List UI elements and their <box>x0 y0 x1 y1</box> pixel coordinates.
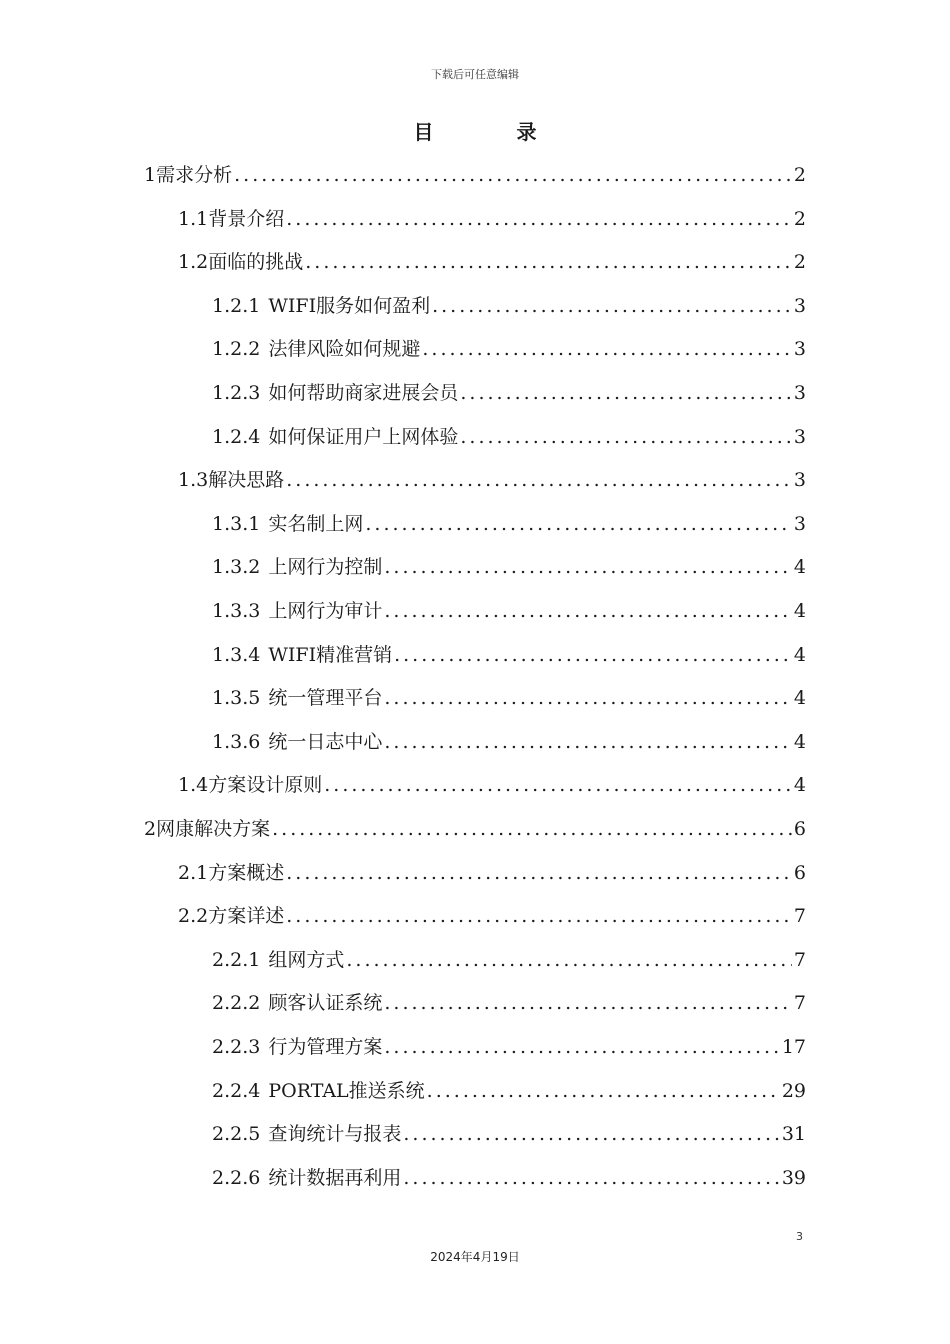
toc-entry-title: 上网行为控制 <box>268 555 383 578</box>
toc-entry-number: 2.2.2 <box>212 991 261 1014</box>
toc-entry-page: 3 <box>793 512 806 535</box>
toc-entry[interactable] <box>212 981 806 1025</box>
toc-dot-leader <box>394 646 792 665</box>
toc-entry[interactable] <box>178 458 806 502</box>
toc-dot-leader <box>432 297 792 316</box>
toc-entry[interactable] <box>178 240 806 284</box>
toc-dot-leader <box>422 340 792 359</box>
toc-dot-leader <box>427 1082 780 1101</box>
toc-entry-page: 4 <box>793 599 806 622</box>
toc-entry-title: 实名制上网 <box>268 512 364 535</box>
toc-dot-leader <box>324 776 792 795</box>
toc-entry-title: 上网行为审计 <box>268 599 383 622</box>
toc-entry-number: 1.2.3 <box>212 381 261 404</box>
toc-entry[interactable] <box>212 545 806 589</box>
toc-entry-title: 背景介绍 <box>208 207 285 230</box>
toc-entry-page: 4 <box>793 730 806 753</box>
toc-entry[interactable] <box>212 1025 806 1069</box>
toc-dot-leader <box>234 166 792 185</box>
toc-entry-number: 2.1 <box>178 861 209 884</box>
toc-entry-title: 行为管理方案 <box>268 1035 383 1058</box>
toc-entry-title: 法律风险如何规避 <box>268 337 421 360</box>
toc-entry-title: 统一管理平台 <box>268 686 383 709</box>
toc-entry-page: 2 <box>793 163 806 186</box>
toc-dot-leader <box>384 558 792 577</box>
toc-entry-number: 1.2 <box>178 250 209 273</box>
toc-entry[interactable] <box>178 851 806 895</box>
toc-entry-title: 面临的挑战 <box>208 250 304 273</box>
toc-dot-leader <box>384 1038 779 1057</box>
toc-entry-page: 39 <box>781 1166 806 1189</box>
toc-dot-leader <box>365 515 792 534</box>
toc-entry-number: 1.3.6 <box>212 730 261 753</box>
toc-entry[interactable] <box>212 1112 806 1156</box>
toc-entry-title: 网康解决方案 <box>156 817 271 840</box>
toc-entry-title: 统计数据再利用 <box>268 1166 402 1189</box>
toc-entry-title: 顾客认证系统 <box>268 991 383 1014</box>
toc-entry[interactable] <box>178 894 806 938</box>
toc-entry-number: 1.3.2 <box>212 555 261 578</box>
toc-entry-page: 4 <box>793 686 806 709</box>
toc-entry-page: 7 <box>793 991 806 1014</box>
toc-entry-number: 1.2.2 <box>212 337 261 360</box>
toc-entry-page: 3 <box>793 337 806 360</box>
toc-entry-title: 解决思路 <box>208 468 285 491</box>
toc-entry-page: 2 <box>793 207 806 230</box>
toc-entry-number: 2.2.3 <box>212 1035 261 1058</box>
toc-entry-page: 2 <box>793 250 806 273</box>
toc-entry-title: 统一日志中心 <box>268 730 383 753</box>
toc-entry-page: 3 <box>793 294 806 317</box>
toc-entry-page: 7 <box>793 904 806 927</box>
toc-entry-title: 查询统计与报表 <box>268 1122 402 1145</box>
toc-entry[interactable] <box>212 1069 806 1113</box>
toc-entry[interactable] <box>144 807 806 851</box>
toc-entry-number: 2 <box>144 817 157 840</box>
toc-dot-leader <box>460 384 792 403</box>
toc-entry-number: 2.2.5 <box>212 1122 261 1145</box>
footer-date: 2024年4月19日 <box>430 1250 520 1264</box>
toc-entry[interactable] <box>212 327 806 371</box>
toc-entry-page: 3 <box>793 381 806 404</box>
toc-dot-leader <box>346 951 792 970</box>
toc-dot-leader <box>384 602 792 621</box>
toc-entry-number: 1.1 <box>178 207 209 230</box>
toc-entry-title: 如何帮助商家进展会员 <box>268 381 459 404</box>
toc-dot-leader <box>384 689 792 708</box>
toc-entry[interactable] <box>212 371 806 415</box>
toc-entry-title: WIFI服务如何盈利 <box>268 294 431 317</box>
toc-dot-leader <box>286 864 792 883</box>
toc-entry[interactable] <box>212 676 806 720</box>
toc-title: 目 录 <box>413 120 575 144</box>
toc-entry-page: 6 <box>793 817 806 840</box>
toc-entry-title: 如何保证用户上网体验 <box>268 425 459 448</box>
toc-entry-page: 31 <box>781 1122 806 1145</box>
toc-entry[interactable] <box>178 197 806 241</box>
toc-entry-title: 方案详述 <box>208 904 285 927</box>
toc-entry[interactable] <box>212 1156 806 1200</box>
toc-dot-leader <box>460 428 792 447</box>
toc-entry-title: 需求分析 <box>156 163 233 186</box>
toc-dot-leader <box>272 820 792 839</box>
toc-entry-number: 1.2.4 <box>212 425 261 448</box>
toc-entry-title: 方案概述 <box>208 861 285 884</box>
toc-entry-page: 3 <box>793 468 806 491</box>
toc-entry[interactable] <box>178 763 806 807</box>
toc-entry[interactable] <box>212 284 806 328</box>
toc-entry-number: 1.2.1 <box>212 294 261 317</box>
toc-entry[interactable] <box>212 502 806 546</box>
toc-dot-leader <box>403 1125 779 1144</box>
toc-entry-number: 1.3.5 <box>212 686 261 709</box>
toc-dot-leader <box>384 733 792 752</box>
toc-entry-page: 29 <box>781 1079 806 1102</box>
toc-dot-leader <box>286 907 792 926</box>
toc-dot-leader <box>305 253 792 272</box>
toc-dot-leader <box>286 471 792 490</box>
toc-entry-number: 1.4 <box>178 773 209 796</box>
toc-entry-number: 2.2.4 <box>212 1079 261 1102</box>
toc-entry-number: 2.2 <box>178 904 209 927</box>
toc-entry-number: 1 <box>144 163 157 186</box>
toc-dot-leader <box>384 994 792 1013</box>
toc-entry-number: 1.3.4 <box>212 643 261 666</box>
toc-entry-page: 7 <box>793 948 806 971</box>
toc-entry[interactable] <box>212 589 806 633</box>
toc-entry-page: 17 <box>781 1035 806 1058</box>
toc-entry-page: 4 <box>793 555 806 578</box>
toc-entry[interactable] <box>212 633 806 677</box>
toc-entry[interactable] <box>212 720 806 764</box>
toc-entry-number: 1.3 <box>178 468 209 491</box>
toc-entry[interactable] <box>144 153 806 197</box>
page-number: 3 <box>796 1230 803 1243</box>
toc-entry[interactable] <box>212 415 806 459</box>
toc-entry-page: 4 <box>793 643 806 666</box>
toc-entry-page: 6 <box>793 861 806 884</box>
toc-entry-title: 组网方式 <box>268 948 345 971</box>
page-header: 下载后可任意编辑 <box>431 68 519 81</box>
toc-entry-title: PORTAL推送系统 <box>268 1079 425 1102</box>
toc-entry[interactable] <box>212 938 806 982</box>
toc-entry-number: 1.3.1 <box>212 512 261 535</box>
toc-entry-page: 4 <box>793 773 806 796</box>
toc-entry-number: 2.2.1 <box>212 948 261 971</box>
toc-entry-page: 3 <box>793 425 806 448</box>
toc-entry-title: 方案设计原则 <box>208 773 323 796</box>
toc-dot-leader <box>286 210 792 229</box>
toc-dot-leader <box>403 1169 779 1188</box>
toc-entry-title: WIFI精准营销 <box>268 643 393 666</box>
toc-entry-number: 2.2.6 <box>212 1166 261 1189</box>
toc-entry-number: 1.3.3 <box>212 599 261 622</box>
